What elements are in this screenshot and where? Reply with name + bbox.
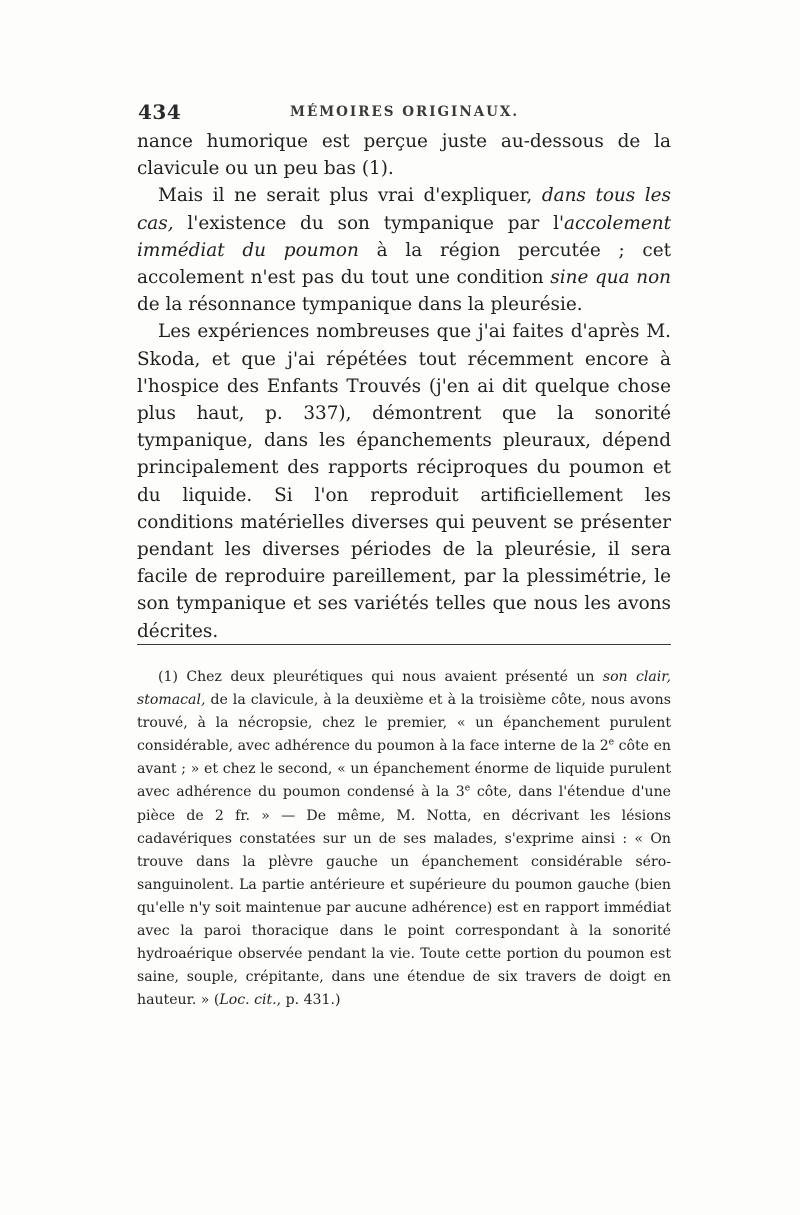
text-run: de la clavicule, à la deuxième et à la troisième côte, nous avons trouvé, à la nécropsie, chez le premier, « un épanchement purulent considérable, avec adhérence du poumon à la face interne de la 2 — [137, 692, 671, 755]
text-run: côte en avant ; » et chez le second, « un épanchement énorme de liquide purulent avec adhérence du poumon condensé à la 3 — [137, 738, 671, 801]
italic-run: Loc. cit. — [219, 992, 277, 1009]
paragraph — [137, 182, 671, 318]
footnote — [137, 666, 671, 1012]
main-text — [137, 128, 671, 645]
paragraph-continued — [137, 128, 671, 182]
italic-run: son clair, stomacal, — [137, 669, 671, 709]
text-run: Mais il ne serait plus vrai d'expliquer, — [158, 185, 542, 207]
paragraph — [137, 318, 671, 644]
text-run: à la région percutée ; cet accolement n'est pas du tout une condition — [137, 239, 671, 289]
running-title: MÉMOIRES ORIGINAUX. — [290, 104, 520, 120]
text-run: côte, dans l'étendue d'une pièce de 2 fr. » — De même, M. Notta, en décrivant les lésions cadavériques constatées sur un de ses malades, s'exprime ainsi : « On trouve dans la plèvre gauche un épanchement considérable séro-sanguinolent. La partie antérieure et supérieure du poumon gauche (bien qu'elle n'y soit maintenue par aucune adhérence) est en rapport immédiat avec la paroi thoracique dans le point correspondant à la sonorité hydroaérique observée pendant la vie. Toute cette portion du poumon est saine, souple, crépitante, dans une étendue de six travers de doigt en hauteur. » ( — [137, 784, 672, 1009]
italic-run: accolement immédiat du poumon — [137, 212, 671, 261]
paragraph-text: Les expériences nombreuses que j'ai faites d'après M. Skoda, et que j'ai répétées tout récemment encore à l'hospice des Enfants Trouvés (j'en ai dit quelque chose plus haut, p. 337), démontrent que la sonorité tympanique, dans les épanchements pleuraux, dépend principalement des rapports réciproques du poumon et du liquide. Si l'on reproduit artificiellement les conditions matérielles diverses qui peuvent se présenter pendant les diverses périodes de la pleurésie, il sera facile de reproduire pareillement, par la plessimétrie, le son tympanique et ses variétés telles que nous les avons décrites. — [137, 321, 671, 642]
paragraph-text: nance humorique est perçue juste au-dessous de la clavicule ou un peu bas (1). — [137, 131, 671, 180]
text-run: de la résonnance tympanique dans la pleurésie. — [137, 294, 583, 316]
italic-run: dans tous les cas, — [137, 185, 671, 234]
superscript: e — [464, 782, 471, 794]
text-run: (1) Chez deux pleurétiques qui nous avaient présenté un — [158, 669, 603, 685]
text-run: , p. 431.) — [276, 992, 341, 1009]
text-run: l'existence du son tympanique par l' — [173, 212, 565, 234]
footnote-paragraph — [137, 666, 671, 1012]
italic-run: sine qua non — [550, 267, 671, 289]
page-number: 434 — [138, 100, 182, 124]
footnote-separator — [137, 644, 671, 645]
page-header — [138, 100, 670, 128]
superscript: e — [608, 736, 615, 748]
